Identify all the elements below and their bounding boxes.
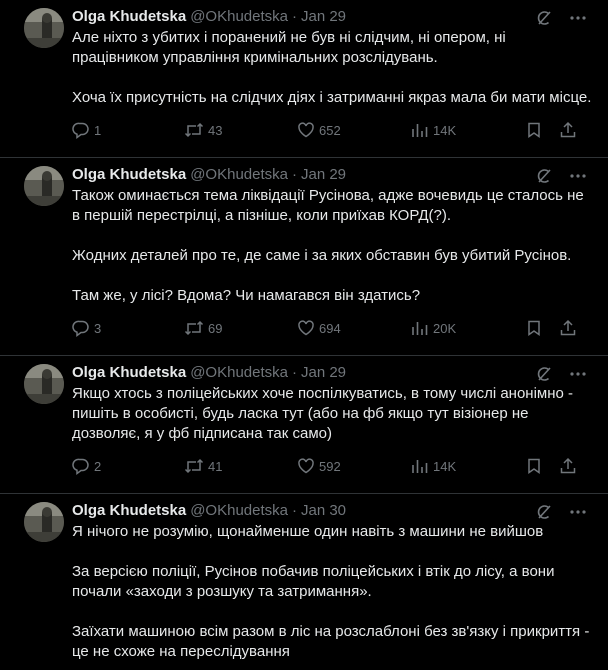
share-button[interactable] [559,319,577,337]
tweet-actions [72,456,592,490]
grok-icon[interactable] [534,364,554,384]
reply-button[interactable] [72,121,184,139]
repost-icon [184,319,204,337]
share-icon [559,319,577,337]
tweet-date[interactable]: Jan 29 [300,8,347,25]
share-icon [559,121,577,139]
share-button[interactable] [559,121,577,139]
repost-count: 41 [208,458,223,474]
repost-count: 69 [208,320,223,336]
grok-icon[interactable] [534,8,554,28]
more-options-icon[interactable] [568,502,588,522]
views-count: 14K [433,122,457,138]
share-icon [559,457,577,475]
views-count: 14K [433,458,457,474]
grok-icon[interactable] [534,166,554,186]
reply-icon [72,319,90,337]
reply-icon [72,457,90,475]
like-count: 652 [319,122,341,138]
tweet-header [72,7,592,27]
reply-count: 2 [94,458,102,474]
share-button[interactable] [559,457,577,475]
reply-button[interactable] [72,319,184,337]
tweet-paragraph: Також оминається тема ліквідації Русінова, адже вочевидь це сталось не в першій перестрілці, а пізніше, коли приїхав КОРД(?). [72,187,584,224]
more-options-icon[interactable] [568,364,588,384]
reply-icon [72,121,90,139]
bookmark-icon [525,319,543,337]
like-button[interactable] [297,319,411,337]
tweet-header [72,501,592,521]
tweet[interactable] [0,494,608,662]
repost-button[interactable] [184,457,297,475]
separator-dot: · [291,8,297,25]
tweet-header [72,165,592,185]
author-handle[interactable]: @OKhudetska [190,166,288,183]
tweet-date[interactable]: Jan 29 [300,166,347,183]
repost-count: 43 [208,122,223,138]
bookmark-icon [525,457,543,475]
avatar[interactable] [24,364,64,404]
tweet-paragraph: За версією поліції, Русінов побачив поліцейських і втік до лісу, а вони почали «заходи з розшуку та затримання». [72,563,555,600]
tweet-paragraph: Там же, у лісі? Вдома? Чи намагався він здатись? [72,287,421,304]
more-options-icon[interactable] [568,166,588,186]
tweet-actions [72,120,592,154]
repost-button[interactable] [184,121,297,139]
bookmark-icon [525,121,543,139]
tweet[interactable] [0,158,608,356]
avatar[interactable] [24,8,64,48]
views-icon [411,319,429,337]
avatar[interactable] [24,166,64,206]
tweet-header-actions [534,166,588,186]
tweet-paragraph: Заїхати машиною всім разом в ліс на розслаблоні без зв'язку і прикриття - це не схоже на переслідування [72,623,590,660]
views-button[interactable] [411,121,525,139]
author-name[interactable]: Olga Khudetska [72,502,187,519]
author-name[interactable]: Olga Khudetska [72,8,187,25]
tweet-text [72,384,592,444]
author-handle[interactable]: @OKhudetska [190,502,288,519]
tweet-header-actions [534,8,588,28]
bookmark-button[interactable] [525,457,559,475]
tweet-paragraph: Жодних деталей про те, де саме і за яких обставин був убитий Русінов. [72,247,572,264]
separator-dot: · [291,502,297,519]
tweet-text [72,28,592,108]
separator-dot: · [291,364,297,381]
avatar[interactable] [24,502,64,542]
reply-count: 1 [94,122,102,138]
like-count: 592 [319,458,341,474]
tweet-header-actions [534,502,588,522]
author-name[interactable]: Olga Khudetska [72,364,187,381]
like-count: 694 [319,320,341,336]
tweet[interactable] [0,0,608,158]
views-button[interactable] [411,457,525,475]
tweet[interactable] [0,356,608,494]
more-options-icon[interactable] [568,8,588,28]
heart-icon [297,121,315,139]
separator-dot: · [291,166,297,183]
tweet-paragraph: Я нічого не розумію, щонайменше один навіть з машини не вийшов [72,523,544,540]
tweet-actions [72,318,592,352]
heart-icon [297,457,315,475]
like-button[interactable] [297,457,411,475]
tweet-paragraph: Але ніхто з убитих і поранений не був ні слідчим, ні опером, ні працівником управління кримінальних розслідувань. [72,29,506,66]
heart-icon [297,319,315,337]
repost-icon [184,457,204,475]
reply-count: 3 [94,320,102,336]
repost-button[interactable] [184,319,297,337]
grok-icon[interactable] [534,502,554,522]
views-button[interactable] [411,319,525,337]
reply-button[interactable] [72,457,184,475]
views-icon [411,457,429,475]
tweet-header-actions [534,364,588,384]
author-name[interactable]: Olga Khudetska [72,166,187,183]
tweet-header [72,363,592,383]
views-icon [411,121,429,139]
repost-icon [184,121,204,139]
author-handle[interactable]: @OKhudetska [190,364,288,381]
like-button[interactable] [297,121,411,139]
tweet-paragraph: Якщо хтось з поліцейських хоче поспілкуватись, в тому числі анонімно - пишіть в особисті, будь ласка тут (або на фб якщо тут візіонер не дозволяє, я у фб підписана так само) [72,385,574,442]
bookmark-button[interactable] [525,319,559,337]
tweet-text [72,522,592,662]
views-count: 20K [433,320,457,336]
tweet-date[interactable]: Jan 29 [300,364,347,381]
tweet-date[interactable]: Jan 30 [300,502,347,519]
tweet-paragraph: Хоча їх присутність на слідчих діях і затриманні якраз мала би мати місце. [72,89,592,106]
author-handle[interactable]: @OKhudetska [190,8,288,25]
bookmark-button[interactable] [525,121,559,139]
tweet-text [72,186,592,306]
